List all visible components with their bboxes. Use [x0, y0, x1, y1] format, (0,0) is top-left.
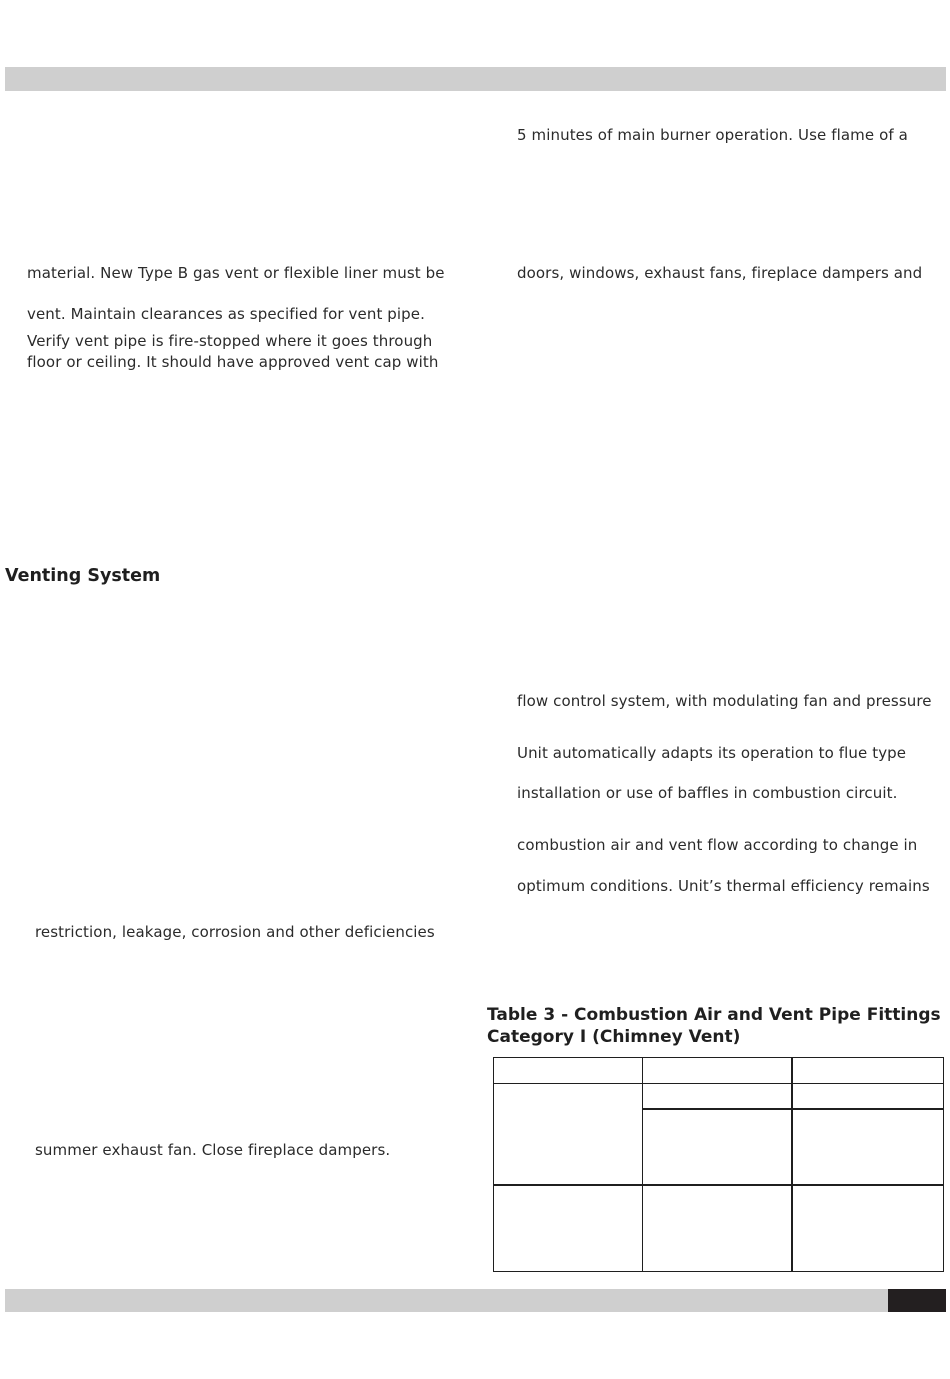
left-text-line: Verify vent pipe is fire-stopped where it goes through — [27, 332, 433, 350]
right-text-line: flow control system, with modulating fan and pressure — [517, 692, 932, 710]
right-text-line: 5 minutes of main burner operation. Use flame of a — [517, 126, 908, 144]
table-cell — [642, 1184, 793, 1272]
fittings-table — [493, 1057, 944, 1272]
table-cell — [791, 1184, 944, 1272]
left-text-line: restriction, leakage, corrosion and other deficiencies — [35, 923, 435, 941]
table-cell — [493, 1184, 643, 1272]
right-text-line: optimum conditions. Unit’s thermal efficiency remains — [517, 877, 930, 895]
table-caption-subtitle: Category I (Chimney Vent) — [487, 1027, 741, 1047]
table-cell — [791, 1083, 944, 1110]
table-header-cell — [642, 1057, 793, 1084]
table-cell — [642, 1108, 793, 1186]
right-text-line: combustion air and vent flow according to change in — [517, 836, 918, 854]
table-cell — [791, 1108, 944, 1186]
left-text-line: material. New Type B gas vent or flexible liner must be — [27, 264, 445, 282]
right-text-line: installation or use of baffles in combustion circuit. — [517, 784, 898, 802]
section-heading-venting-system: Venting System — [5, 566, 161, 586]
table-caption — [487, 1004, 941, 1048]
right-text-line: doors, windows, exhaust fans, fireplace dampers and — [517, 264, 923, 282]
table-header-cell — [493, 1057, 643, 1084]
header-band — [5, 67, 946, 91]
left-text-line: summer exhaust fan. Close fireplace dampers. — [35, 1141, 391, 1159]
right-text-line: Unit automatically adapts its operation to flue type — [517, 744, 907, 762]
page-number-tab — [888, 1289, 946, 1312]
table-cell — [642, 1083, 793, 1110]
table-caption-title: Table 3 - Combustion Air and Vent Pipe Fittings — [487, 1005, 941, 1025]
table-cell — [493, 1083, 643, 1186]
footer-band — [5, 1289, 946, 1312]
left-text-line: floor or ceiling. It should have approved vent cap with — [27, 353, 439, 371]
table-header-cell — [791, 1057, 944, 1084]
left-text-line: vent. Maintain clearances as specified for vent pipe. — [27, 305, 425, 323]
